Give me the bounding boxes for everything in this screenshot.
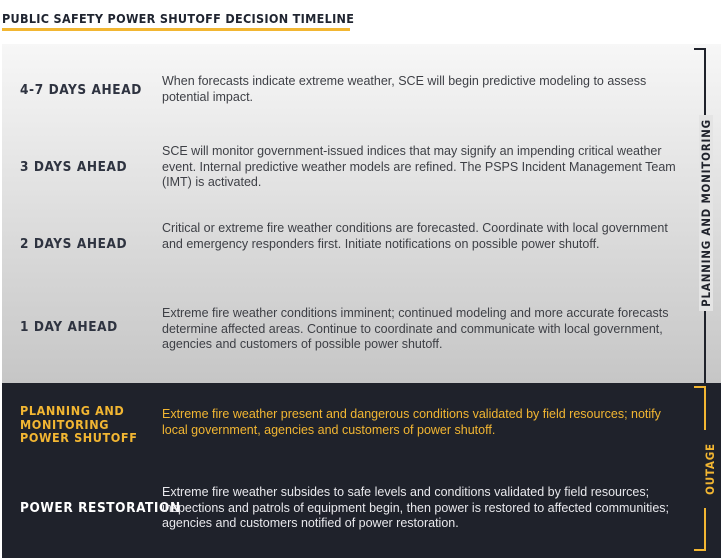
row-description: Extreme fire weather present and dangerous conditions validated by field resources; notify local government, agencies and customers of power shutoff. [162, 407, 661, 437]
title-underline [2, 28, 350, 31]
row-label: POWER RESTORATION [20, 500, 181, 516]
row-label: 1 DAY AHEAD [20, 319, 118, 335]
outage-side-label: OUTAGE [703, 430, 717, 508]
row-description: SCE will monitor government-issued indices that may signify an impending critical weather event. Internal predictive weather models are refined. The PSPS Incident Management Team (IMT) is activated. [162, 144, 676, 189]
planning-side-label: PLANNING AND MONITORING [699, 115, 713, 311]
row-description: Extreme fire weather subsides to safe levels and conditions validated by field resources; inspections and patrols of equipment begin, then power is restored to affected communities; agencies and customers notified of power restoration. [162, 485, 670, 530]
row-label: 2 DAYS AHEAD [20, 236, 128, 252]
row-label: 3 DAYS AHEAD [20, 159, 128, 175]
row-description: Extreme fire weather conditions imminent; continued modeling and more accurate forecasts determine affected areas. Continue to coordinate and communicate with local government, agencies and customers of possible power shutoff. [162, 306, 669, 351]
row-label: 4-7 DAYS AHEAD [20, 82, 142, 98]
row-description: Critical or extreme fire weather conditions are forecasted. Coordinate with local government and emergency responders first. Initiate notifications on possible power shutoff. [162, 221, 668, 251]
row-label: PLANNING AND MONITORING POWER SHUTOFF [20, 403, 138, 445]
row-description: When forecasts indicate extreme weather, SCE will begin predictive modeling to assess potential impact. [162, 74, 647, 104]
page-title: PUBLIC SAFETY POWER SHUTOFF DECISION TIMELINE [2, 11, 355, 26]
